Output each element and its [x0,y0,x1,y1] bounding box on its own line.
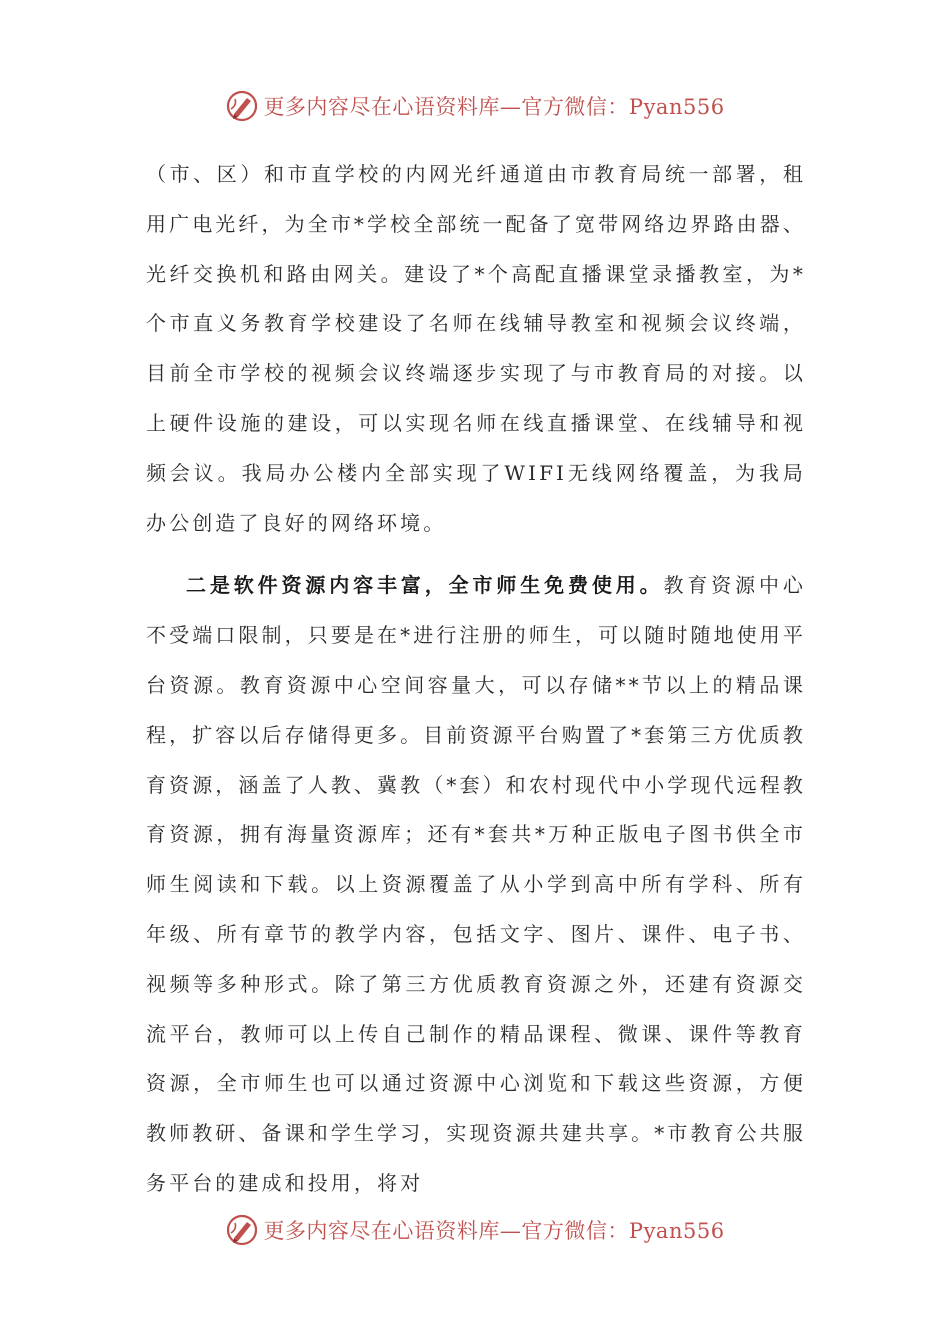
header-banner-text: 更多内容尽在心语资料库—官方微信：Pyan556 [263,95,725,119]
paragraph-hardware: （市、区）和市直学校的内网光纤通道由市教育局统一部署，租用广电光纤，为全市*学校全部统一配备了宽带网络边界路由器、光纤交换机和路由网关。建设了*个高配直播课堂录播教室，为*个市直义务教育学校建设了名师在线辅导教室和视频会议终端，目前全市学校的视频会议终端逐步实现了与市教育局的对接。以上硬件设施的建设，可以实现名师在线直播课堂、在线辅导和视频会议。我局办公楼内全部实现了WIFI无线网络覆盖，为我局办公创造了良好的网络环境。 [146,162,806,535]
footer-banner-text: 更多内容尽在心语资料库—官方微信：Pyan556 [263,1219,725,1243]
paragraph-software-lead: 二是软件资源内容丰富，全市师生免费使用。 [186,573,664,598]
document-body [146,150,806,1209]
header-banner [0,84,950,128]
paragraph-software-text: 教育资源中心不受端口限制，只要是在*进行注册的师生，可以随时随地使用平台资源。教育资源中心空间容量大，可以存储**节以上的精品课程，扩容以后存储得更多。目前资源平台购置了*套第三方优质教育资源，涵盖了人教、冀教（*套）和农村现代中小学现代远程教育资源，拥有海量资源库；还有*套共*万种正版电子图书供全市师生阅读和下载。以上资源覆盖了从小学到高中所有学科、所有年级、所有章节的教学内容，包括文字、图片、课件、电子书、视频等多种形式。除了第三方优质教育资源之外，还建有资源交流平台，教师可以上传自己制作的精品课程、微课、课件等教育资源，全市师生也可以通过资源中心浏览和下载这些资源，方便教师教研、备课和学生学习，实现资源共建共享。*市教育公共服务平台的建成和投用，将对 [146,573,806,1195]
paragraph-software [146,561,806,1208]
pen-logo-icon [225,89,259,123]
pen-logo-icon [225,1213,259,1247]
footer-banner [0,1208,950,1252]
